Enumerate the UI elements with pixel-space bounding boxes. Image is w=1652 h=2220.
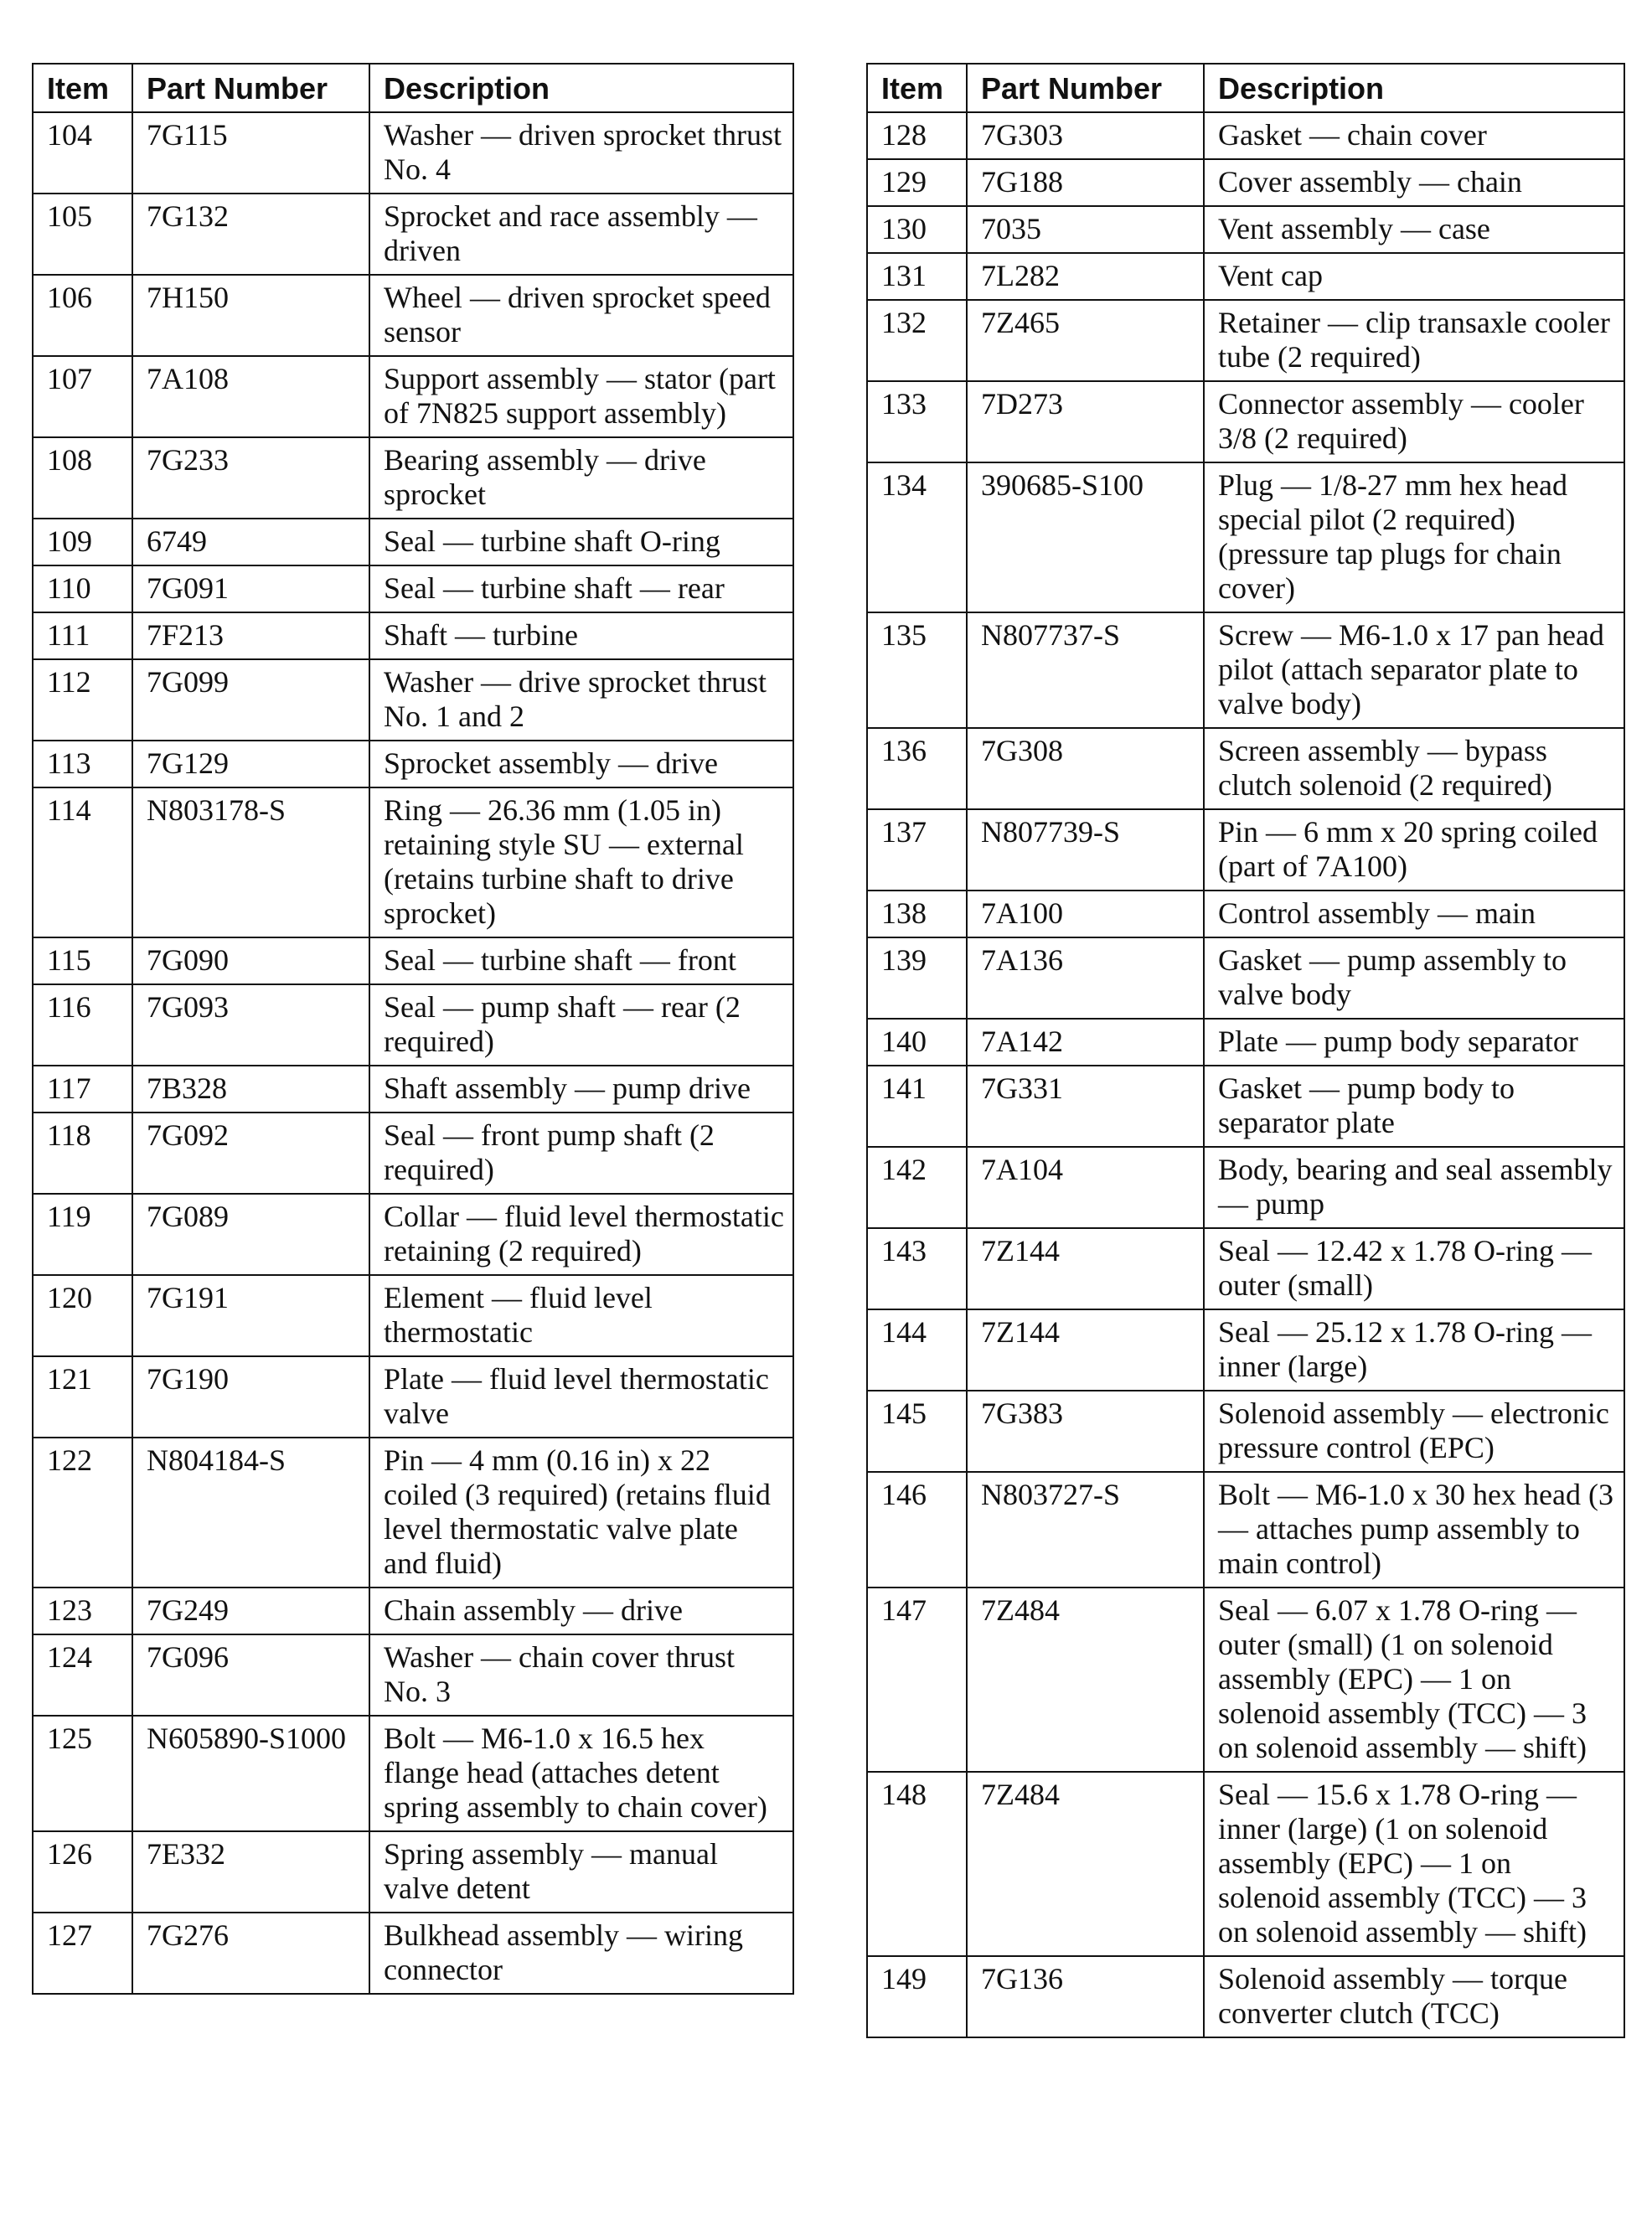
item-cell: 118 xyxy=(33,1113,132,1194)
item-cell: 114 xyxy=(33,787,132,937)
description-cell: Shaft assembly — pump drive xyxy=(369,1066,793,1113)
description-cell: Seal — turbine shaft O-ring xyxy=(369,519,793,565)
item-cell: 139 xyxy=(867,937,967,1019)
table-row xyxy=(33,1356,793,1438)
table-row xyxy=(33,112,793,194)
table-row xyxy=(33,1194,793,1275)
table-row xyxy=(33,1275,793,1356)
description-cell: Bolt — M6-1.0 x 30 hex head (3 — attaches pump assembly to main control) xyxy=(1204,1472,1624,1588)
item-cell: 120 xyxy=(33,1275,132,1356)
item-cell: 105 xyxy=(33,194,132,275)
table-header-row xyxy=(33,64,793,112)
description-cell: Plug — 1/8-27 mm hex head special pilot (2 required) (pressure tap plugs for chain cover) xyxy=(1204,462,1624,612)
description-cell: Gasket — pump body to separator plate xyxy=(1204,1066,1624,1147)
item-cell: 104 xyxy=(33,112,132,194)
part-number-cell: 7A108 xyxy=(132,356,369,437)
parts-table-left-body xyxy=(33,112,793,1994)
description-cell: Control assembly — main xyxy=(1204,891,1624,937)
description-cell: Seal — turbine shaft — front xyxy=(369,937,793,984)
part-number-cell: 7G191 xyxy=(132,1275,369,1356)
table-row xyxy=(33,984,793,1066)
description-cell: Seal — 12.42 x 1.78 O-ring — outer (small) xyxy=(1204,1228,1624,1309)
description-cell: Screw — M6-1.0 x 17 pan head pilot (attach separator plate to valve body) xyxy=(1204,612,1624,728)
item-column-header: Item xyxy=(33,64,132,112)
part-number-cell: N803178-S xyxy=(132,787,369,937)
description-cell: Screen assembly — bypass clutch solenoid (2 required) xyxy=(1204,728,1624,809)
item-cell: 132 xyxy=(867,300,967,381)
table-row xyxy=(33,1634,793,1716)
description-cell: Gasket — pump assembly to valve body xyxy=(1204,937,1624,1019)
table-row xyxy=(33,612,793,659)
description-cell: Solenoid assembly — electronic pressure control (EPC) xyxy=(1204,1391,1624,1472)
description-cell: Spring assembly — manual valve detent xyxy=(369,1831,793,1913)
item-cell: 134 xyxy=(867,462,967,612)
table-row xyxy=(33,437,793,519)
item-cell: 131 xyxy=(867,253,967,300)
item-cell: 129 xyxy=(867,159,967,206)
description-cell: Retainer — clip transaxle cooler tube (2 required) xyxy=(1204,300,1624,381)
item-cell: 119 xyxy=(33,1194,132,1275)
item-cell: 145 xyxy=(867,1391,967,1472)
table-row xyxy=(33,1438,793,1588)
part-number-cell: 7G188 xyxy=(967,159,1204,206)
item-cell: 109 xyxy=(33,519,132,565)
item-cell: 122 xyxy=(33,1438,132,1588)
item-cell: 141 xyxy=(867,1066,967,1147)
part-number-cell: 7Z484 xyxy=(967,1772,1204,1956)
item-cell: 123 xyxy=(33,1588,132,1634)
item-cell: 133 xyxy=(867,381,967,462)
item-cell: 117 xyxy=(33,1066,132,1113)
item-cell: 113 xyxy=(33,741,132,787)
item-cell: 121 xyxy=(33,1356,132,1438)
item-cell: 142 xyxy=(867,1147,967,1228)
part-number-cell: 7G276 xyxy=(132,1913,369,1994)
table-row xyxy=(867,1066,1624,1147)
table-row xyxy=(33,1831,793,1913)
table-row xyxy=(33,565,793,612)
item-cell: 112 xyxy=(33,659,132,741)
table-row xyxy=(867,891,1624,937)
table-row xyxy=(867,159,1624,206)
part-number-cell: 7G096 xyxy=(132,1634,369,1716)
part-number-cell: N803727-S xyxy=(967,1472,1204,1588)
part-number-cell: 7Z144 xyxy=(967,1228,1204,1309)
table-row xyxy=(867,809,1624,891)
description-cell: Solenoid assembly — torque converter clutch (TCC) xyxy=(1204,1956,1624,2037)
part-number-cell: 7G092 xyxy=(132,1113,369,1194)
description-cell: Ring — 26.36 mm (1.05 in) retaining style SU — external (retains turbine shaft to drive sprocket) xyxy=(369,787,793,937)
part-number-cell: 7G091 xyxy=(132,565,369,612)
part-number-cell: 7G090 xyxy=(132,937,369,984)
part-number-cell: 7G190 xyxy=(132,1356,369,1438)
table-row xyxy=(33,1113,793,1194)
part-number-cell: 7A104 xyxy=(967,1147,1204,1228)
table-row xyxy=(867,300,1624,381)
item-cell: 107 xyxy=(33,356,132,437)
table-row xyxy=(867,206,1624,253)
description-cell: Wheel — driven sprocket speed sensor xyxy=(369,275,793,356)
part-number-cell: 7F213 xyxy=(132,612,369,659)
item-cell: 111 xyxy=(33,612,132,659)
table-row xyxy=(867,112,1624,159)
table-row xyxy=(33,356,793,437)
item-cell: 148 xyxy=(867,1772,967,1956)
item-cell: 115 xyxy=(33,937,132,984)
part-number-cell: 6749 xyxy=(132,519,369,565)
part-number-cell: 7Z484 xyxy=(967,1588,1204,1772)
item-cell: 137 xyxy=(867,809,967,891)
part-number-cell: 7G129 xyxy=(132,741,369,787)
description-column-header: Description xyxy=(369,64,793,112)
table-row xyxy=(33,1588,793,1634)
description-cell: Pin — 6 mm x 20 spring coiled (part of 7A100) xyxy=(1204,809,1624,891)
item-cell: 149 xyxy=(867,1956,967,2037)
table-row xyxy=(867,728,1624,809)
part-number-cell: 7G383 xyxy=(967,1391,1204,1472)
table-row xyxy=(33,1066,793,1113)
description-cell: Pin — 4 mm (0.16 in) x 22 coiled (3 required) (retains fluid level thermostatic valve plate and fluid) xyxy=(369,1438,793,1588)
description-cell: Plate — pump body separator xyxy=(1204,1019,1624,1066)
table-row xyxy=(867,1956,1624,2037)
item-cell: 130 xyxy=(867,206,967,253)
item-cell: 128 xyxy=(867,112,967,159)
description-cell: Body, bearing and seal assembly — pump xyxy=(1204,1147,1624,1228)
description-cell: Plate — fluid level thermostatic valve xyxy=(369,1356,793,1438)
item-cell: 127 xyxy=(33,1913,132,1994)
table-row xyxy=(33,787,793,937)
item-cell: 136 xyxy=(867,728,967,809)
table-row xyxy=(867,1019,1624,1066)
part-number-cell: 390685-S100 xyxy=(967,462,1204,612)
item-cell: 116 xyxy=(33,984,132,1066)
part-number-cell: 7G093 xyxy=(132,984,369,1066)
item-cell: 140 xyxy=(867,1019,967,1066)
table-row xyxy=(33,659,793,741)
part-number-cell: 7A100 xyxy=(967,891,1204,937)
description-cell: Seal — 25.12 x 1.78 O-ring — inner (large) xyxy=(1204,1309,1624,1391)
part-number-cell: 7G303 xyxy=(967,112,1204,159)
description-cell: Seal — pump shaft — rear (2 required) xyxy=(369,984,793,1066)
part-number-cell: 7G136 xyxy=(967,1956,1204,2037)
table-row xyxy=(867,253,1624,300)
description-cell: Gasket — chain cover xyxy=(1204,112,1624,159)
part-number-cell: 7G099 xyxy=(132,659,369,741)
item-cell: 124 xyxy=(33,1634,132,1716)
part-number-cell: 7Z465 xyxy=(967,300,1204,381)
part-number-cell: N807737-S xyxy=(967,612,1204,728)
part-number-cell: 7G089 xyxy=(132,1194,369,1275)
table-row xyxy=(867,1588,1624,1772)
item-cell: 126 xyxy=(33,1831,132,1913)
description-column-header: Description xyxy=(1204,64,1624,112)
description-cell: Bolt — M6-1.0 x 16.5 hex flange head (attaches detent spring assembly to chain cover) xyxy=(369,1716,793,1831)
table-row xyxy=(33,519,793,565)
parts-table-right xyxy=(866,63,1625,2038)
description-cell: Vent cap xyxy=(1204,253,1624,300)
part-number-cell: 7G115 xyxy=(132,112,369,194)
table-row xyxy=(867,1228,1624,1309)
table-header-row xyxy=(867,64,1624,112)
part-number-cell: 7G233 xyxy=(132,437,369,519)
description-cell: Sprocket assembly — drive xyxy=(369,741,793,787)
table-row xyxy=(867,612,1624,728)
item-cell: 143 xyxy=(867,1228,967,1309)
parts-table-left xyxy=(32,63,794,1995)
item-cell: 146 xyxy=(867,1472,967,1588)
description-cell: Shaft — turbine xyxy=(369,612,793,659)
table-row xyxy=(867,1309,1624,1391)
description-cell: Washer — driven sprocket thrust No. 4 xyxy=(369,112,793,194)
part-number-cell: 7Z144 xyxy=(967,1309,1204,1391)
part-number-column-header: Part Number xyxy=(132,64,369,112)
description-cell: Support assembly — stator (part of 7N825 support assembly) xyxy=(369,356,793,437)
table-row xyxy=(867,1772,1624,1956)
part-number-cell: 7G331 xyxy=(967,1066,1204,1147)
part-number-cell: 7G308 xyxy=(967,728,1204,809)
table-row xyxy=(867,937,1624,1019)
item-cell: 144 xyxy=(867,1309,967,1391)
item-cell: 135 xyxy=(867,612,967,728)
description-cell: Element — fluid level thermostatic xyxy=(369,1275,793,1356)
table-row xyxy=(33,1913,793,1994)
description-cell: Seal — 6.07 x 1.78 O-ring — outer (small) (1 on solenoid assembly (EPC) — 1 on solenoid assembly (TCC) — 3 on solenoid assembly — shift) xyxy=(1204,1588,1624,1772)
part-number-cell: 7L282 xyxy=(967,253,1204,300)
description-cell: Seal — 15.6 x 1.78 O-ring — inner (large) (1 on solenoid assembly (EPC) — 1 on solenoid assembly (TCC) — 3 on solenoid assembly — shift) xyxy=(1204,1772,1624,1956)
parts-table-right-body xyxy=(867,112,1624,2037)
table-row xyxy=(33,194,793,275)
item-cell: 138 xyxy=(867,891,967,937)
description-cell: Chain assembly — drive xyxy=(369,1588,793,1634)
part-number-cell: 7G132 xyxy=(132,194,369,275)
table-row xyxy=(33,275,793,356)
item-cell: 147 xyxy=(867,1588,967,1772)
item-cell: 110 xyxy=(33,565,132,612)
table-row xyxy=(867,1391,1624,1472)
part-number-cell: N807739-S xyxy=(967,809,1204,891)
description-cell: Washer — drive sprocket thrust No. 1 and 2 xyxy=(369,659,793,741)
part-number-cell: 7G249 xyxy=(132,1588,369,1634)
description-cell: Seal — turbine shaft — rear xyxy=(369,565,793,612)
description-cell: Bulkhead assembly — wiring connector xyxy=(369,1913,793,1994)
part-number-column-header: Part Number xyxy=(967,64,1204,112)
description-cell: Sprocket and race assembly — driven xyxy=(369,194,793,275)
item-cell: 125 xyxy=(33,1716,132,1831)
part-number-cell: 7A136 xyxy=(967,937,1204,1019)
part-number-cell: 7A142 xyxy=(967,1019,1204,1066)
description-cell: Seal — front pump shaft (2 required) xyxy=(369,1113,793,1194)
description-cell: Bearing assembly — drive sprocket xyxy=(369,437,793,519)
description-cell: Cover assembly — chain xyxy=(1204,159,1624,206)
item-cell: 106 xyxy=(33,275,132,356)
table-row xyxy=(33,937,793,984)
item-cell: 108 xyxy=(33,437,132,519)
table-row xyxy=(867,381,1624,462)
table-row xyxy=(867,1147,1624,1228)
description-cell: Collar — fluid level thermostatic retaining (2 required) xyxy=(369,1194,793,1275)
description-cell: Vent assembly — case xyxy=(1204,206,1624,253)
table-row xyxy=(867,1472,1624,1588)
part-number-cell: 7E332 xyxy=(132,1831,369,1913)
description-cell: Washer — chain cover thrust No. 3 xyxy=(369,1634,793,1716)
part-number-cell: 7035 xyxy=(967,206,1204,253)
item-column-header: Item xyxy=(867,64,967,112)
part-number-cell: N605890-S1000 xyxy=(132,1716,369,1831)
part-number-cell: N804184-S xyxy=(132,1438,369,1588)
part-number-cell: 7H150 xyxy=(132,275,369,356)
table-row xyxy=(33,1716,793,1831)
table-row xyxy=(867,462,1624,612)
table-row xyxy=(33,741,793,787)
part-number-cell: 7B328 xyxy=(132,1066,369,1113)
part-number-cell: 7D273 xyxy=(967,381,1204,462)
description-cell: Connector assembly — cooler 3/8 (2 required) xyxy=(1204,381,1624,462)
